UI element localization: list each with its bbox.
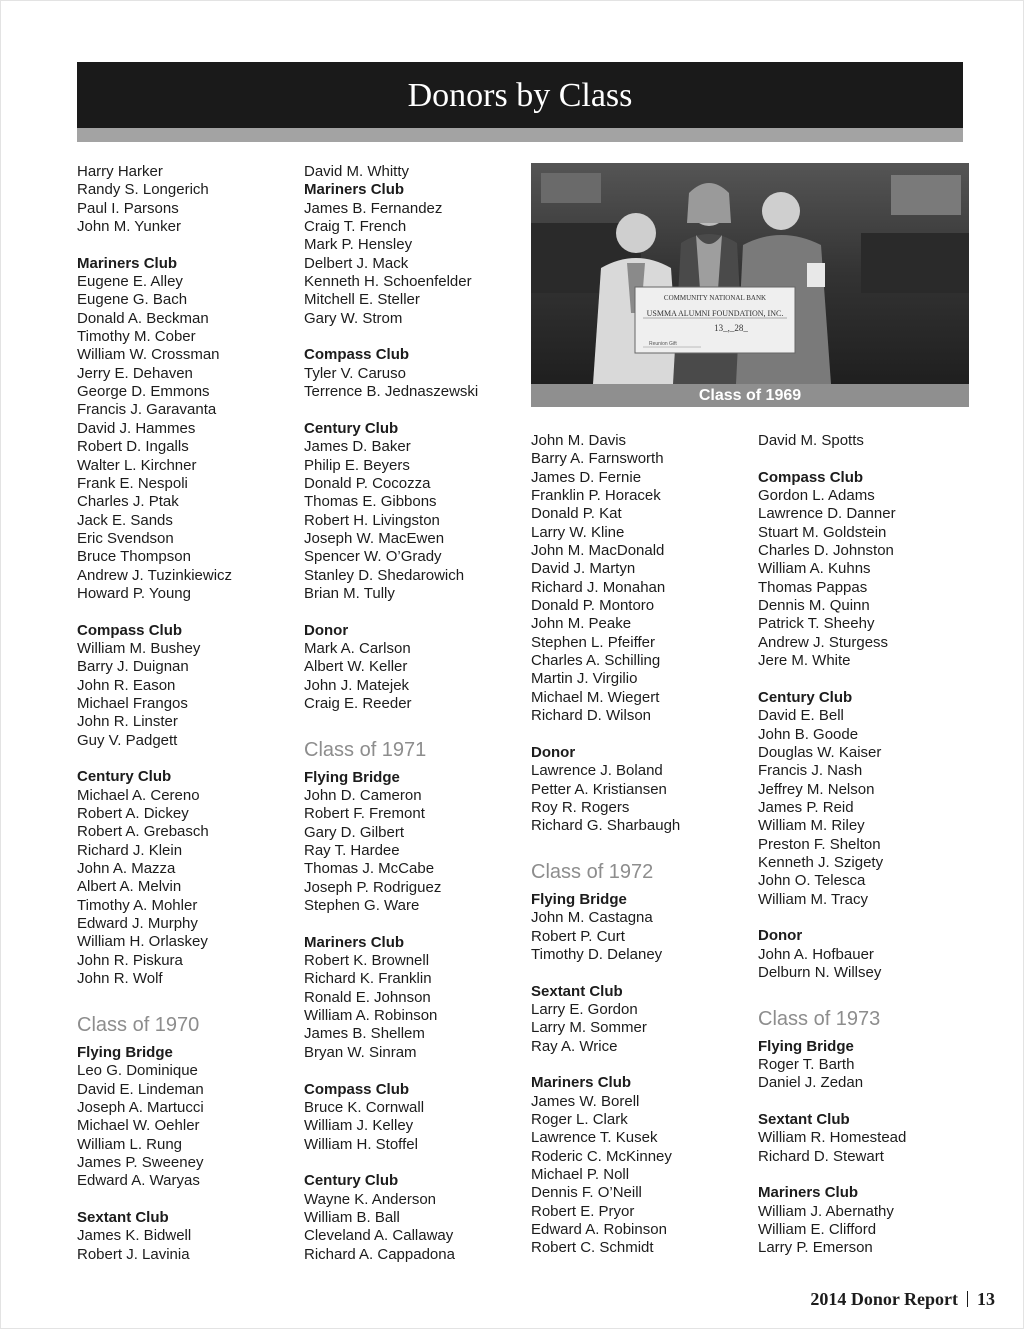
donor-name: Leo G. Dominique [77, 1062, 198, 1080]
donor-name: William H. Stoffel [304, 1135, 418, 1153]
club-heading: Sextant Club [77, 1208, 169, 1226]
club-heading: Mariners Club [77, 254, 178, 272]
donor-name: Michael Frangos [77, 694, 188, 712]
donor-name: John O. Telesca [758, 872, 866, 890]
donor-name: David M. Whitty [304, 163, 410, 180]
check-memo: Reunion Gift [649, 341, 677, 347]
spacer [531, 1056, 746, 1074]
donor-name: Mark P. Hensley [304, 236, 413, 254]
donor-name: Preston F. Shelton [758, 835, 881, 853]
donor-name: Michael M. Wiegert [531, 688, 660, 706]
donor-name: Timothy A. Mohler [77, 896, 198, 914]
club-heading: Flying Bridge [758, 1037, 854, 1055]
donor-name: Richard K. Franklin [304, 970, 432, 988]
donor-name: Richard J. Klein [77, 841, 183, 859]
donor-name: James D. Baker [304, 438, 411, 456]
spacer [304, 713, 519, 731]
club-heading: Sextant Club [531, 982, 623, 1000]
donor-name: Bruce Thompson [77, 548, 191, 566]
donor-name: Robert F. Fremont [304, 805, 425, 823]
spacer [758, 982, 968, 1000]
donor-name: Mitchell E. Steller [304, 291, 420, 309]
donor-name: Bruce K. Cornwall [304, 1098, 425, 1116]
donor-name: Kenneth H. Schoenfelder [304, 273, 472, 291]
club-heading: Flying Bridge [531, 890, 627, 908]
donor-name: Martin J. Virgilio [531, 670, 638, 688]
donor-name: Terrence B. Jednaszewski [304, 383, 479, 401]
donor-name: Gary D. Gilbert [304, 823, 405, 841]
donor-name: Kenneth J. Szigety [758, 853, 884, 871]
donor-name: Wayne K. Anderson [304, 1190, 437, 1208]
donor-name: Francis J. Garavanta [77, 401, 217, 419]
donor-name: Spencer W. O’Grady [304, 548, 442, 566]
donor-name: William M. Tracy [758, 890, 868, 908]
page-header [77, 62, 963, 128]
spacer [758, 1093, 968, 1111]
donor-name: Larry W. Kline [531, 523, 625, 541]
donor-name: Paul I. Parsons [77, 199, 179, 217]
class-heading: Class of 1971 [304, 738, 427, 761]
donor-name: Walter L. Kirchner [77, 456, 197, 474]
donor-name: Lawrence J. Boland [531, 762, 663, 780]
donor-name: Robert K. Brownell [304, 952, 430, 970]
club-heading: Compass Club [304, 1080, 410, 1098]
donor-name: Michael W. Oehler [77, 1117, 200, 1135]
donor-name: Gordon L. Adams [758, 487, 875, 505]
donor-name: John M. Davis [531, 432, 627, 449]
donor-name: Douglas W. Kaiser [758, 743, 882, 761]
donor-name: William M. Bushey [77, 639, 201, 657]
donor-name: Thomas E. Gibbons [304, 493, 437, 511]
club-heading: Mariners Club [304, 933, 405, 951]
donor-name: Barry A. Farnsworth [531, 450, 664, 468]
donor-name: Robert J. Lavinia [77, 1245, 190, 1263]
donor-name: David E. Lindeman [77, 1080, 204, 1098]
donor-name: Timothy M. Cober [77, 328, 196, 346]
donor-name: Stanley D. Shedarowich [304, 566, 465, 584]
donor-name: Franklin P. Horacek [531, 487, 661, 505]
spacer [304, 401, 519, 419]
donor-name: David M. Spotts [758, 432, 864, 449]
spacer [304, 1062, 519, 1080]
donor-name: William A. Kuhns [758, 560, 871, 578]
donor-name: Jack E. Sands [77, 511, 173, 529]
donor-name: Robert P. Curt [531, 927, 625, 945]
club-heading: Donor [531, 743, 576, 761]
donor-name: Harry Harker [77, 163, 163, 180]
donor-name: William M. Riley [758, 817, 865, 835]
donor-name: George D. Emmons [77, 383, 210, 401]
club-heading: Donor [758, 927, 803, 945]
donor-name: Larry M. Sommer [531, 1019, 647, 1037]
donor-name: James B. Shellem [304, 1025, 425, 1043]
donor-name: John R. Wolf [77, 970, 163, 988]
donor-name: Delburn N. Willsey [758, 963, 882, 981]
donor-name: Delbert J. Mack [304, 254, 409, 272]
spacer [758, 670, 968, 688]
spacer [77, 236, 287, 254]
donor-name: Gary W. Strom [304, 309, 403, 327]
check-amount: 13_,_28_ [714, 323, 748, 333]
donor-name: Mark A. Carlson [304, 639, 411, 657]
donor-name: Eugene E. Alley [77, 273, 183, 291]
page-footer [760, 1288, 995, 1310]
donor-name: William E. Clifford [758, 1221, 877, 1239]
donor-name: Philip E. Beyers [304, 456, 410, 474]
class-heading: Class of 1970 [77, 1013, 200, 1036]
footer-separator [967, 1291, 968, 1307]
donor-name: Jerry E. Dehaven [77, 364, 193, 382]
donor-name: John M. MacDonald [531, 542, 665, 560]
club-heading: Flying Bridge [304, 768, 400, 786]
donor-name: Stuart M. Goldstein [758, 523, 887, 541]
page-title: Donors by Class [407, 77, 633, 114]
donor-name: Timothy D. Delaney [531, 945, 663, 963]
spacer [758, 909, 968, 927]
donor-name: James W. Borell [531, 1092, 640, 1110]
donor-name: John J. Matejek [304, 676, 410, 694]
donor-name: Patrick T. Sheehy [758, 615, 875, 633]
spacer [531, 964, 746, 982]
spacer [77, 750, 287, 768]
class-photo [531, 163, 969, 407]
spacer [531, 836, 746, 854]
spacer [758, 450, 968, 468]
donor-name: James D. Fernie [531, 468, 642, 486]
donor-name: Tyler V. Caruso [304, 364, 406, 382]
donor-name: Ronald E. Johnson [304, 988, 431, 1006]
donor-name: Donald P. Montoro [531, 597, 655, 615]
donor-name: Roy R. Rogers [531, 798, 630, 816]
donor-name: Ray T. Hardee [304, 842, 400, 860]
check-graphic [635, 287, 795, 353]
club-heading: Century Club [304, 1172, 399, 1190]
donor-name: Roger L. Clark [531, 1111, 628, 1129]
donor-name: Robert E. Pryor [531, 1202, 635, 1220]
donor-name: Robert H. Livingston [304, 511, 440, 529]
donor-name: Stephen G. Ware [304, 897, 420, 915]
donor-name: Barry J. Duignan [77, 658, 189, 676]
donor-name: John B. Goode [758, 725, 859, 743]
donor-name: Francis J. Nash [758, 762, 863, 780]
donor-name: Donald P. Cocozza [304, 474, 431, 492]
donor-name: Joseph A. Martucci [77, 1098, 204, 1116]
donor-name: John R. Piskura [77, 951, 183, 969]
class-heading: Class of 1973 [758, 1007, 881, 1030]
donor-name: Donald A. Beckman [77, 309, 209, 327]
spacer [304, 328, 519, 346]
donor-name: Richard D. Wilson [531, 707, 652, 725]
donor-name: Petter A. Kristiansen [531, 780, 667, 798]
donor-column-2 [304, 163, 519, 1264]
donor-name: Roderic C. McKinney [531, 1147, 672, 1165]
club-heading: Flying Bridge [77, 1043, 173, 1061]
check-bank-name: COMMUNITY NATIONAL BANK [663, 294, 767, 302]
club-heading: Century Club [304, 419, 399, 437]
donor-name: William L. Rung [77, 1135, 183, 1153]
donor-name: Thomas J. McCabe [304, 860, 435, 878]
club-heading: Mariners Club [758, 1184, 859, 1202]
club-heading: Century Club [77, 768, 172, 786]
donor-name: Robert A. Grebasch [77, 823, 209, 841]
donor-name: Charles A. Schilling [531, 652, 661, 670]
donor-name: Bryan W. Sinram [304, 1043, 417, 1061]
check-payee: USMMA ALUMNI FOUNDATION, INC. [646, 309, 784, 318]
club-heading: Compass Club [304, 346, 410, 364]
photo-illustration [531, 163, 969, 384]
donor-name: Edward A. Robinson [531, 1221, 667, 1239]
donor-name: Roger T. Barth [758, 1056, 855, 1073]
donor-name: Richard G. Sharbaugh [531, 817, 681, 835]
donor-name: Lawrence D. Danner [758, 505, 896, 523]
donor-name: James K. Bidwell [77, 1227, 192, 1245]
donor-name: William W. Crossman [77, 346, 220, 364]
club-heading: Donor [304, 621, 349, 639]
donor-name: William A. Robinson [304, 1007, 438, 1025]
donor-name: Edward J. Murphy [77, 915, 198, 933]
donor-name: John R. Linster [77, 713, 178, 731]
donor-name: Jere M. White [758, 652, 851, 670]
club-heading: Sextant Club [758, 1111, 850, 1129]
spacer [77, 603, 287, 621]
donor-name: Joseph W. MacEwen [304, 529, 445, 547]
club-heading: Compass Club [77, 621, 183, 639]
spacer [531, 726, 746, 744]
donor-name: Charles D. Johnston [758, 542, 894, 560]
donor-column-4 [758, 432, 968, 1258]
spacer [77, 1191, 287, 1209]
donor-name: Robert D. Ingalls [77, 438, 189, 456]
donor-name: Albert A. Melvin [77, 878, 182, 896]
donor-name: Craig T. French [304, 218, 407, 236]
donor-name: Dennis M. Quinn [758, 597, 870, 615]
donor-name: John M. Castagna [531, 909, 653, 927]
donor-name: Andrew J. Sturgess [758, 633, 889, 651]
spacer [304, 603, 519, 621]
donor-name: James P. Sweeney [77, 1153, 204, 1171]
donor-column-3 [531, 432, 746, 1258]
donor-name: David J. Hammes [77, 419, 196, 437]
donor-name: William H. Orlaskey [77, 933, 208, 951]
donor-name: Edward A. Waryas [77, 1172, 200, 1190]
donor-name: Jeffrey M. Nelson [758, 780, 875, 798]
class-heading: Class of 1972 [531, 860, 654, 883]
donor-name: Daniel J. Zedan [758, 1074, 864, 1092]
club-heading: Century Club [758, 688, 853, 706]
club-heading: Compass Club [758, 468, 864, 486]
donor-name: Ray A. Wrice [531, 1037, 618, 1055]
donor-name: William J. Kelley [304, 1117, 414, 1135]
donor-name: Richard J. Monahan [531, 578, 666, 596]
donor-name: Eric Svendson [77, 529, 174, 547]
donor-name: John D. Cameron [304, 787, 422, 804]
donor-name: Howard P. Young [77, 584, 191, 602]
donor-name: Robert C. Schmidt [531, 1239, 654, 1257]
donor-column-1 [77, 163, 287, 1264]
spacer [304, 915, 519, 933]
donor-name: Richard D. Stewart [758, 1147, 884, 1165]
donor-name: William R. Homestead [758, 1129, 907, 1147]
donor-name: John M. Peake [531, 615, 632, 633]
donor-name: James B. Fernandez [304, 199, 443, 217]
donor-name: David J. Martyn [531, 560, 636, 578]
spacer [304, 1154, 519, 1172]
donor-name: Cleveland A. Callaway [304, 1227, 454, 1245]
donor-name: Dennis F. O’Neill [531, 1184, 642, 1202]
donor-name: Guy V. Padgett [77, 731, 178, 749]
donor-name: Randy S. Longerich [77, 181, 209, 199]
donor-name: John A. Hofbauer [758, 945, 874, 963]
donor-name: Stephen L. Pfeiffer [531, 633, 655, 651]
donor-name: William B. Ball [304, 1208, 400, 1226]
donor-name: Larry P. Emerson [758, 1239, 873, 1257]
donor-name: David E. Bell [758, 707, 844, 725]
donor-name: John R. Eason [77, 676, 176, 694]
page-number: 13 [977, 1289, 995, 1309]
donor-name: Michael A. Cereno [77, 786, 200, 804]
donor-name: Donald P. Kat [531, 505, 622, 523]
donor-name: Eugene G. Bach [77, 291, 188, 309]
donor-name: Brian M. Tully [304, 584, 395, 602]
donor-name: Lawrence T. Kusek [531, 1129, 658, 1147]
donor-name: Larry E. Gordon [531, 1000, 638, 1018]
header-underbar [77, 128, 963, 142]
donor-name: Thomas Pappas [758, 578, 868, 596]
donor-name: Michael P. Noll [531, 1166, 630, 1184]
photo-caption: Class of 1969 [531, 384, 969, 407]
spacer [77, 988, 287, 1006]
donor-name: John M. Yunker [77, 218, 181, 236]
donor-name: William J. Abernathy [758, 1202, 894, 1220]
club-heading: Mariners Club [304, 181, 405, 199]
donor-name: John A. Mazza [77, 860, 176, 878]
donor-name: Frank E. Nespoli [77, 474, 188, 492]
donor-name: Joseph P. Rodriguez [304, 878, 442, 896]
donor-name: Albert W. Keller [304, 658, 408, 676]
donor-name: Charles J. Ptak [77, 493, 179, 511]
club-heading: Mariners Club [531, 1074, 632, 1092]
spacer [758, 1166, 968, 1184]
donor-name: James P. Reid [758, 798, 854, 816]
donor-name: Craig E. Reeder [304, 694, 412, 712]
report-name: 2014 Donor Report [810, 1289, 958, 1309]
donor-name: Robert A. Dickey [77, 805, 189, 823]
donor-name: Richard A. Cappadona [304, 1245, 455, 1263]
donor-name: Andrew J. Tuzinkiewicz [77, 566, 233, 584]
